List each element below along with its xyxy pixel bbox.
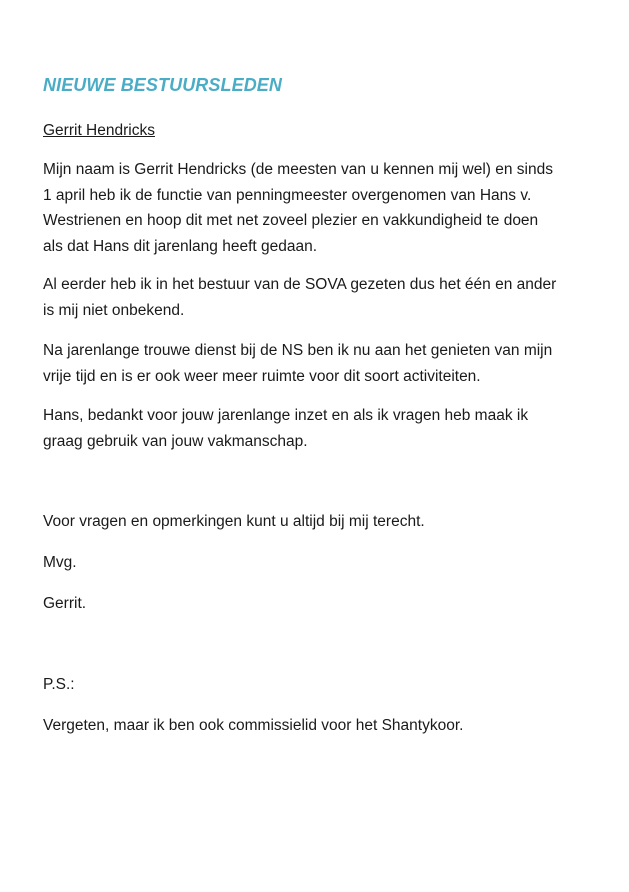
paragraph-line: 1 april heb ik de functie van penningmeester overgenomen van Hans v. [43,186,532,204]
paragraph-line: Al eerder heb ik in het bestuur van de SOVA gezeten dus het één en ander [43,276,557,293]
postscript-label [43,672,593,698]
paragraph-line: Na jarenlange trouwe dienst bij de NS ben ik nu aan het genieten van mijn [43,342,553,359]
paragraph-line: vrije tijd en is er ook weer meer ruimte voor dit soort activiteiten. [43,367,481,385]
paragraph-contact [43,509,593,535]
paragraph-line: is mij niet onbekend. [43,301,185,319]
paragraph-line: Hans, bedankt voor jouw jarenlange inzet en als ik vragen heb maak ik [43,407,529,424]
document-title: NIEUWE BESTUURSLEDEN [43,75,283,95]
paragraph-board-history [43,272,593,323]
paragraph-line: Gerrit. [43,595,87,612]
paragraph-retirement [43,338,593,389]
paragraph-line: Westrienen en hoop dit met net zoveel plezier en vakkundigheid te doen [43,212,539,229]
paragraph-line: Voor vragen en opmerkingen kunt u altijd bij mij terecht. [43,513,425,530]
paragraph-introduction [43,157,593,259]
author-heading: Gerrit Hendricks [43,122,155,139]
paragraph-line: Mijn naam is Gerrit Hendricks (de meesten van u kennen mij wel) en sinds [43,161,553,178]
paragraph-line: P.S.: [43,676,75,693]
paragraph-line: graag gebruik van jouw vakmanschap. [43,432,308,450]
closing-regards [43,550,593,576]
paragraph-line: Mvg. [43,554,77,571]
paragraph-line: Vergeten, maar ik ben ook commissielid voor het Shantykoor. [43,717,464,734]
paragraph-line: als dat Hans dit jarenlang heeft gedaan. [43,237,318,255]
postscript-text [43,713,593,739]
signature-name [43,591,593,617]
paragraph-thanks [43,403,593,454]
